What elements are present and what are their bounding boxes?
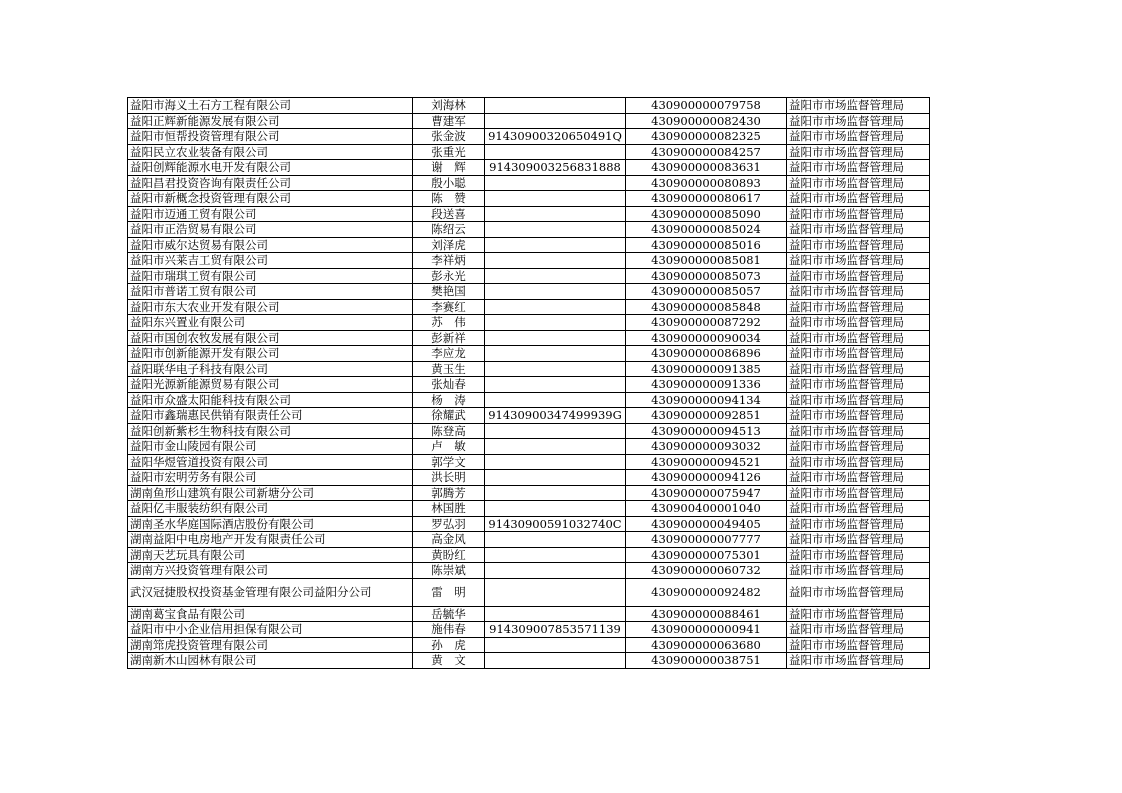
table-row bbox=[128, 191, 930, 207]
registration-agency-cell: 益阳市市场监督管理局 bbox=[787, 653, 930, 669]
company-name-cell: 益阳市威尔达贸易有限公司 bbox=[128, 237, 413, 253]
legal-representative-cell: 李祥炳 bbox=[413, 253, 485, 269]
registration-number-cell: 430900000000941 bbox=[626, 622, 787, 638]
registration-number-cell: 430900000038751 bbox=[626, 653, 787, 669]
table-row bbox=[128, 113, 930, 129]
credit-code-cell bbox=[485, 392, 626, 408]
registration-number-cell: 430900000084257 bbox=[626, 144, 787, 160]
table-row bbox=[128, 485, 930, 501]
registration-number-cell: 430900000082430 bbox=[626, 113, 787, 129]
company-name-cell: 湖南鱼形山建筑有限公司新塘分公司 bbox=[128, 485, 413, 501]
table-row bbox=[128, 470, 930, 486]
credit-code-cell bbox=[485, 377, 626, 393]
registration-agency-cell: 益阳市市场监督管理局 bbox=[787, 129, 930, 145]
registration-number-cell: 430900000094134 bbox=[626, 392, 787, 408]
table-row bbox=[128, 408, 930, 424]
registration-agency-cell: 益阳市市场监督管理局 bbox=[787, 578, 930, 606]
table-row bbox=[128, 637, 930, 653]
table-row bbox=[128, 98, 930, 114]
legal-representative-cell: 洪长明 bbox=[413, 470, 485, 486]
registration-agency-cell: 益阳市市场监督管理局 bbox=[787, 622, 930, 638]
credit-code-cell bbox=[485, 361, 626, 377]
legal-representative-cell: 雷 明 bbox=[413, 578, 485, 606]
company-name-cell: 湖南筇虎投资管理有限公司 bbox=[128, 637, 413, 653]
credit-code-cell: 91430900591032740C bbox=[485, 516, 626, 532]
table-row bbox=[128, 175, 930, 191]
registration-number-cell: 430900400001040 bbox=[626, 501, 787, 517]
legal-representative-cell: 郭腾芳 bbox=[413, 485, 485, 501]
registration-number-cell: 430900000093032 bbox=[626, 439, 787, 455]
company-name-cell: 益阳创辉能源水电开发有限公司 bbox=[128, 160, 413, 176]
registration-number-cell: 430900000075301 bbox=[626, 547, 787, 563]
registration-number-cell: 430900000094521 bbox=[626, 454, 787, 470]
table-row bbox=[128, 532, 930, 548]
company-name-cell: 益阳市宏明劳务有限公司 bbox=[128, 470, 413, 486]
company-name-cell: 益阳市海义土石方工程有限公司 bbox=[128, 98, 413, 114]
table-row bbox=[128, 237, 930, 253]
table-row bbox=[128, 622, 930, 638]
table-row bbox=[128, 377, 930, 393]
credit-code-cell bbox=[485, 470, 626, 486]
legal-representative-cell: 樊艳国 bbox=[413, 284, 485, 300]
company-name-cell: 武汉冠捷股权投资基金管理有限公司益阳分公司 bbox=[128, 578, 413, 606]
legal-representative-cell: 张金波 bbox=[413, 129, 485, 145]
table-row bbox=[128, 315, 930, 331]
legal-representative-cell: 黄盼红 bbox=[413, 547, 485, 563]
company-name-cell: 益阳昌君投资咨询有限责任公司 bbox=[128, 175, 413, 191]
credit-code-cell bbox=[485, 532, 626, 548]
registration-agency-cell: 益阳市市场监督管理局 bbox=[787, 563, 930, 579]
legal-representative-cell: 杨 涛 bbox=[413, 392, 485, 408]
table-row bbox=[128, 606, 930, 622]
company-name-cell: 益阳市迈通工贸有限公司 bbox=[128, 206, 413, 222]
legal-representative-cell: 刘海林 bbox=[413, 98, 485, 114]
legal-representative-cell: 李应龙 bbox=[413, 346, 485, 362]
table-row bbox=[128, 253, 930, 269]
company-name-cell: 益阳市普诺工贸有限公司 bbox=[128, 284, 413, 300]
registration-number-cell: 430900000083631 bbox=[626, 160, 787, 176]
registration-number-cell: 430900000087292 bbox=[626, 315, 787, 331]
registration-number-cell: 430900000060732 bbox=[626, 563, 787, 579]
credit-code-cell bbox=[485, 547, 626, 563]
registration-number-cell: 430900000086896 bbox=[626, 346, 787, 362]
legal-representative-cell: 苏 伟 bbox=[413, 315, 485, 331]
table-row bbox=[128, 454, 930, 470]
table-row bbox=[128, 439, 930, 455]
registration-agency-cell: 益阳市市场监督管理局 bbox=[787, 237, 930, 253]
registration-agency-cell: 益阳市市场监督管理局 bbox=[787, 253, 930, 269]
credit-code-cell bbox=[485, 175, 626, 191]
registration-number-cell: 430900000085057 bbox=[626, 284, 787, 300]
registration-agency-cell: 益阳市市场监督管理局 bbox=[787, 222, 930, 238]
legal-representative-cell: 施伟春 bbox=[413, 622, 485, 638]
registration-number-cell: 430900000088461 bbox=[626, 606, 787, 622]
registration-number-cell: 430900000085073 bbox=[626, 268, 787, 284]
registration-number-cell: 430900000085090 bbox=[626, 206, 787, 222]
legal-representative-cell: 高金风 bbox=[413, 532, 485, 548]
table-row bbox=[128, 144, 930, 160]
company-name-cell: 益阳市众盛太阳能科技有限公司 bbox=[128, 392, 413, 408]
company-table bbox=[127, 97, 930, 669]
company-name-cell: 益阳创新紫杉生物科技有限公司 bbox=[128, 423, 413, 439]
legal-representative-cell: 李赛红 bbox=[413, 299, 485, 315]
credit-code-cell: 914309003256831888 bbox=[485, 160, 626, 176]
legal-representative-cell: 罗弘羽 bbox=[413, 516, 485, 532]
table-row bbox=[128, 653, 930, 669]
registration-number-cell: 430900000094513 bbox=[626, 423, 787, 439]
company-name-cell: 湖南方兴投资管理有限公司 bbox=[128, 563, 413, 579]
company-name-cell: 湖南新木山园林有限公司 bbox=[128, 653, 413, 669]
registration-number-cell: 430900000090034 bbox=[626, 330, 787, 346]
credit-code-cell bbox=[485, 501, 626, 517]
company-name-cell: 益阳光源新能源贸易有限公司 bbox=[128, 377, 413, 393]
company-name-cell: 益阳市中小企业信用担保有限公司 bbox=[128, 622, 413, 638]
legal-representative-cell: 张重光 bbox=[413, 144, 485, 160]
registration-number-cell: 430900000049405 bbox=[626, 516, 787, 532]
credit-code-cell bbox=[485, 315, 626, 331]
credit-code-cell bbox=[485, 330, 626, 346]
registration-number-cell: 430900000085081 bbox=[626, 253, 787, 269]
legal-representative-cell: 陈崇斌 bbox=[413, 563, 485, 579]
registration-number-cell: 430900000085848 bbox=[626, 299, 787, 315]
registration-number-cell: 430900000075947 bbox=[626, 485, 787, 501]
company-name-cell: 益阳市东大农业开发有限公司 bbox=[128, 299, 413, 315]
company-name-cell: 湖南葛宝食品有限公司 bbox=[128, 606, 413, 622]
table-row bbox=[128, 268, 930, 284]
credit-code-cell bbox=[485, 299, 626, 315]
legal-representative-cell: 张灿春 bbox=[413, 377, 485, 393]
registration-number-cell: 430900000092482 bbox=[626, 578, 787, 606]
credit-code-cell bbox=[485, 206, 626, 222]
table-row bbox=[128, 206, 930, 222]
registration-agency-cell: 益阳市市场监督管理局 bbox=[787, 516, 930, 532]
legal-representative-cell: 岳毓华 bbox=[413, 606, 485, 622]
registration-agency-cell: 益阳市市场监督管理局 bbox=[787, 299, 930, 315]
registration-agency-cell: 益阳市市场监督管理局 bbox=[787, 532, 930, 548]
registration-agency-cell: 益阳市市场监督管理局 bbox=[787, 113, 930, 129]
table-row bbox=[128, 361, 930, 377]
table-row bbox=[128, 160, 930, 176]
credit-code-cell bbox=[485, 454, 626, 470]
company-name-cell: 益阳市新概念投资管理有限公司 bbox=[128, 191, 413, 207]
legal-representative-cell: 陈登高 bbox=[413, 423, 485, 439]
credit-code-cell bbox=[485, 222, 626, 238]
table-row bbox=[128, 129, 930, 145]
table-row bbox=[128, 222, 930, 238]
registration-agency-cell: 益阳市市场监督管理局 bbox=[787, 485, 930, 501]
registration-number-cell: 430900000094126 bbox=[626, 470, 787, 486]
legal-representative-cell: 徐耀武 bbox=[413, 408, 485, 424]
company-name-cell: 湖南天艺玩具有限公司 bbox=[128, 547, 413, 563]
table-row bbox=[128, 299, 930, 315]
legal-representative-cell: 孙 虎 bbox=[413, 637, 485, 653]
registration-agency-cell: 益阳市市场监督管理局 bbox=[787, 470, 930, 486]
credit-code-cell bbox=[485, 653, 626, 669]
registration-agency-cell: 益阳市市场监督管理局 bbox=[787, 206, 930, 222]
legal-representative-cell: 陈 赞 bbox=[413, 191, 485, 207]
credit-code-cell bbox=[485, 563, 626, 579]
registration-agency-cell: 益阳市市场监督管理局 bbox=[787, 346, 930, 362]
registration-agency-cell: 益阳市市场监督管理局 bbox=[787, 637, 930, 653]
credit-code-cell: 91430900347499939G bbox=[485, 408, 626, 424]
legal-representative-cell: 谢 辉 bbox=[413, 160, 485, 176]
credit-code-cell bbox=[485, 439, 626, 455]
table-body bbox=[128, 98, 930, 669]
document-sheet bbox=[127, 97, 930, 669]
credit-code-cell bbox=[485, 485, 626, 501]
credit-code-cell bbox=[485, 113, 626, 129]
registration-number-cell: 430900000085016 bbox=[626, 237, 787, 253]
registration-agency-cell: 益阳市市场监督管理局 bbox=[787, 160, 930, 176]
registration-agency-cell: 益阳市市场监督管理局 bbox=[787, 175, 930, 191]
registration-agency-cell: 益阳市市场监督管理局 bbox=[787, 268, 930, 284]
registration-agency-cell: 益阳市市场监督管理局 bbox=[787, 315, 930, 331]
credit-code-cell bbox=[485, 346, 626, 362]
registration-agency-cell: 益阳市市场监督管理局 bbox=[787, 377, 930, 393]
credit-code-cell bbox=[485, 578, 626, 606]
credit-code-cell bbox=[485, 637, 626, 653]
legal-representative-cell: 彭新祥 bbox=[413, 330, 485, 346]
company-name-cell: 益阳正辉新能源发展有限公司 bbox=[128, 113, 413, 129]
registration-number-cell: 430900000007777 bbox=[626, 532, 787, 548]
legal-representative-cell: 郭学文 bbox=[413, 454, 485, 470]
legal-representative-cell: 曹建军 bbox=[413, 113, 485, 129]
credit-code-cell bbox=[485, 253, 626, 269]
registration-number-cell: 430900000085024 bbox=[626, 222, 787, 238]
table-row bbox=[128, 578, 930, 606]
credit-code-cell bbox=[485, 237, 626, 253]
company-name-cell: 益阳市金山陵园有限公司 bbox=[128, 439, 413, 455]
table-row bbox=[128, 392, 930, 408]
registration-number-cell: 430900000082325 bbox=[626, 129, 787, 145]
registration-agency-cell: 益阳市市场监督管理局 bbox=[787, 144, 930, 160]
registration-agency-cell: 益阳市市场监督管理局 bbox=[787, 361, 930, 377]
registration-agency-cell: 益阳市市场监督管理局 bbox=[787, 423, 930, 439]
registration-number-cell: 430900000080617 bbox=[626, 191, 787, 207]
credit-code-cell bbox=[485, 98, 626, 114]
legal-representative-cell: 段送喜 bbox=[413, 206, 485, 222]
registration-agency-cell: 益阳市市场监督管理局 bbox=[787, 191, 930, 207]
registration-agency-cell: 益阳市市场监督管理局 bbox=[787, 392, 930, 408]
company-name-cell: 益阳民立农业装备有限公司 bbox=[128, 144, 413, 160]
registration-number-cell: 430900000091336 bbox=[626, 377, 787, 393]
table-row bbox=[128, 346, 930, 362]
registration-number-cell: 430900000080893 bbox=[626, 175, 787, 191]
table-row bbox=[128, 547, 930, 563]
company-name-cell: 益阳华煜管道投资有限公司 bbox=[128, 454, 413, 470]
registration-number-cell: 430900000091385 bbox=[626, 361, 787, 377]
legal-representative-cell: 林国胜 bbox=[413, 501, 485, 517]
legal-representative-cell: 卢 敏 bbox=[413, 439, 485, 455]
table-row bbox=[128, 284, 930, 300]
company-name-cell: 益阳东兴置业有限公司 bbox=[128, 315, 413, 331]
registration-number-cell: 430900000079758 bbox=[626, 98, 787, 114]
table-row bbox=[128, 516, 930, 532]
company-name-cell: 湖南益阳中电房地产开发有限责任公司 bbox=[128, 532, 413, 548]
credit-code-cell: 91430900320650491Q bbox=[485, 129, 626, 145]
credit-code-cell bbox=[485, 191, 626, 207]
table-row bbox=[128, 563, 930, 579]
registration-agency-cell: 益阳市市场监督管理局 bbox=[787, 284, 930, 300]
registration-agency-cell: 益阳市市场监督管理局 bbox=[787, 606, 930, 622]
legal-representative-cell: 彭永光 bbox=[413, 268, 485, 284]
legal-representative-cell: 黄玉生 bbox=[413, 361, 485, 377]
credit-code-cell bbox=[485, 144, 626, 160]
company-name-cell: 益阳市国创农牧发展有限公司 bbox=[128, 330, 413, 346]
registration-agency-cell: 益阳市市场监督管理局 bbox=[787, 501, 930, 517]
company-name-cell: 益阳市瑞琪工贸有限公司 bbox=[128, 268, 413, 284]
registration-agency-cell: 益阳市市场监督管理局 bbox=[787, 408, 930, 424]
legal-representative-cell: 殷小聪 bbox=[413, 175, 485, 191]
registration-agency-cell: 益阳市市场监督管理局 bbox=[787, 547, 930, 563]
company-name-cell: 益阳市正浩贸易有限公司 bbox=[128, 222, 413, 238]
table-row bbox=[128, 423, 930, 439]
company-name-cell: 益阳市恒帮投资管理有限公司 bbox=[128, 129, 413, 145]
credit-code-cell bbox=[485, 423, 626, 439]
company-name-cell: 益阳市创新能源开发有限公司 bbox=[128, 346, 413, 362]
table-row bbox=[128, 501, 930, 517]
table-row bbox=[128, 330, 930, 346]
company-name-cell: 湖南圣水华庭国际酒店股份有限公司 bbox=[128, 516, 413, 532]
company-name-cell: 益阳亿丰服装纺织有限公司 bbox=[128, 501, 413, 517]
credit-code-cell bbox=[485, 284, 626, 300]
company-name-cell: 益阳联华电子科技有限公司 bbox=[128, 361, 413, 377]
registration-agency-cell: 益阳市市场监督管理局 bbox=[787, 330, 930, 346]
legal-representative-cell: 黄 文 bbox=[413, 653, 485, 669]
registration-agency-cell: 益阳市市场监督管理局 bbox=[787, 439, 930, 455]
registration-agency-cell: 益阳市市场监督管理局 bbox=[787, 98, 930, 114]
registration-number-cell: 430900000092851 bbox=[626, 408, 787, 424]
credit-code-cell bbox=[485, 606, 626, 622]
registration-number-cell: 430900000063680 bbox=[626, 637, 787, 653]
registration-agency-cell: 益阳市市场监督管理局 bbox=[787, 454, 930, 470]
credit-code-cell bbox=[485, 268, 626, 284]
credit-code-cell: 914309007853571139 bbox=[485, 622, 626, 638]
company-name-cell: 益阳市鑫瑞惠民供销有限责任公司 bbox=[128, 408, 413, 424]
company-name-cell: 益阳市兴莱吉工贸有限公司 bbox=[128, 253, 413, 269]
legal-representative-cell: 刘泽虎 bbox=[413, 237, 485, 253]
legal-representative-cell: 陈绍云 bbox=[413, 222, 485, 238]
